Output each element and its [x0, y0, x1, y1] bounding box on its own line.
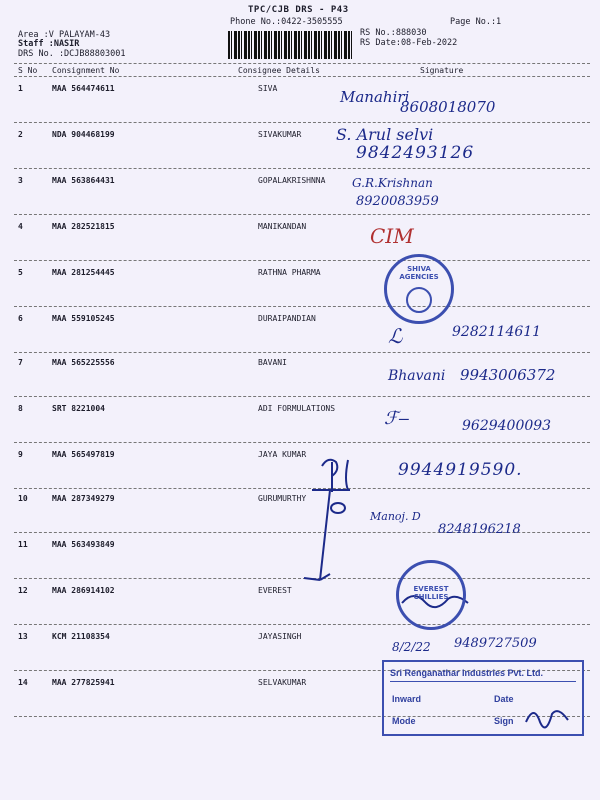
row-consignment-number: MAA 286914102: [52, 586, 115, 595]
signature-13-date: 8/2/22: [392, 640, 431, 654]
row-divider: [14, 352, 590, 353]
row-divider: [14, 260, 590, 261]
signature-6-scrawl: ℒ: [388, 324, 403, 348]
row-consignment-number: NDA 904468199: [52, 130, 115, 139]
column-consignee: Consignee Details: [238, 66, 320, 75]
stamp-date-label: Date: [494, 694, 514, 704]
signature-7-name: Bhavani: [388, 368, 446, 384]
row-serial-number: 6: [18, 314, 23, 323]
row-serial-number: 14: [18, 678, 28, 687]
signature-10-name: Manoj. D: [370, 510, 421, 523]
row-serial-number: 1: [18, 84, 23, 93]
row-serial-number: 5: [18, 268, 23, 277]
row-consignee-name: ADI FORMULATIONS: [258, 404, 336, 413]
row-consignment-number: MAA 563864431: [52, 176, 115, 185]
header-divider-top: [14, 63, 590, 64]
row-consignment-number: MAA 287349279: [52, 494, 115, 503]
row-consignment-number: MAA 282521815: [52, 222, 115, 231]
area-label: Area :V PALAYAM-43: [18, 30, 111, 40]
row-consignee-name: DURAIPANDIAN: [258, 314, 316, 323]
column-consignment: Consignment No: [52, 66, 120, 75]
row-serial-number: 12: [18, 586, 28, 595]
row-serial-number: 9: [18, 450, 23, 459]
row-consignee-name: SIVAKUMAR: [258, 130, 302, 139]
signature-3-name: G.R.Krishnan: [352, 176, 433, 190]
signature-6-phone: 9282114611: [452, 324, 542, 340]
row-consignee-name: MANIKANDAN: [258, 222, 307, 231]
row-consignee-name: GURUMURTHY: [258, 494, 307, 503]
barcode: [228, 31, 352, 59]
row-consignment-number: MAA 564474611: [52, 84, 115, 93]
row-consignment-number: MAA 277825941: [52, 678, 115, 687]
row-consignee-name: JAYA KUMAR: [258, 450, 307, 459]
row-consignment-number: MAA 559105245: [52, 314, 115, 323]
column-sno: S No: [18, 66, 38, 75]
signature-13-phone: 9489727509: [454, 636, 537, 651]
signature-1-name: Manahiri: [340, 88, 410, 106]
signature-1-phone: 8608018070: [400, 98, 496, 116]
row-consignee-name: SIVA: [258, 84, 278, 93]
everest-chillies-stamp: EVEREST CHILLIES: [396, 560, 466, 630]
row-serial-number: 7: [18, 358, 23, 367]
inward-stamp-box: [382, 660, 584, 736]
signature-8-phone: 9629400093: [462, 418, 552, 434]
stamp-company: Sri Renganathar Industries Pvt. Ltd.: [390, 668, 576, 682]
row-consignment-number: MAA 563493849: [52, 540, 115, 549]
document-title: TPC/CJB DRS - P43: [248, 5, 349, 15]
row-serial-number: 2: [18, 130, 23, 139]
freehand-scrawl: [290, 452, 380, 592]
row-consignee-name: GOPALAKRISHNNA: [258, 176, 326, 185]
row-serial-number: 8: [18, 404, 23, 413]
row-consignee-name: JAYASINGH: [258, 632, 302, 641]
row-consignee-name: EVEREST: [258, 586, 292, 595]
row-serial-number: 11: [18, 540, 28, 549]
row-consignee-name: RATHNA PHARMA: [258, 268, 321, 277]
drs-number: DRS No. :DCJB88803001: [18, 49, 126, 59]
row-divider: [14, 122, 590, 123]
signature-4-mark: CIM: [370, 224, 414, 248]
row-divider: [14, 214, 590, 215]
stamp-sign-label: Sign: [494, 716, 514, 726]
row-consignee-name: BAVANI: [258, 358, 287, 367]
row-consignment-number: SRT 8221004: [52, 404, 105, 413]
signature-2-phone: 9842493126: [356, 143, 475, 163]
rs-date: RS Date:08-Feb-2022: [360, 38, 458, 48]
stamp-inward-label: Inward: [392, 694, 422, 704]
row-divider: [14, 396, 590, 397]
header-divider-bottom: [14, 76, 590, 77]
stamp-mode-label: Mode: [392, 716, 416, 726]
row-consignment-number: MAA 565497819: [52, 450, 115, 459]
row-consignee-name: SELVAKUMAR: [258, 678, 307, 687]
row-divider: [14, 168, 590, 169]
row-consignment-number: KCM 21108354: [52, 632, 110, 641]
signature-9-phone: 9944919590.: [398, 460, 523, 480]
row-divider: [14, 624, 590, 625]
row-serial-number: 10: [18, 494, 28, 503]
signature-7-phone: 9943006372: [460, 366, 556, 384]
phone-number: Phone No.:0422-3505555: [230, 17, 343, 27]
row-consignment-number: MAA 565225556: [52, 358, 115, 367]
page-number: Page No.:1: [450, 17, 502, 27]
row-serial-number: 3: [18, 176, 23, 185]
rs-number: RS No.:888030: [360, 28, 427, 38]
signature-2-name: S. Arul selvi: [336, 125, 434, 144]
row-consignment-number: MAA 281254445: [52, 268, 115, 277]
signature-3-phone: 8920083959: [356, 194, 439, 209]
signature-10-phone: 8248196218: [438, 522, 521, 537]
signature-8-scrawl: ℱ‒: [384, 408, 410, 429]
row-divider: [14, 306, 590, 307]
row-divider: [14, 442, 590, 443]
row-serial-number: 4: [18, 222, 23, 231]
row-serial-number: 13: [18, 632, 28, 641]
shiva-agencies-stamp: SHIVA AGENCIES: [384, 254, 454, 324]
column-signature: Signature: [420, 66, 464, 75]
staff-label: Staff :NASIR: [18, 39, 80, 49]
